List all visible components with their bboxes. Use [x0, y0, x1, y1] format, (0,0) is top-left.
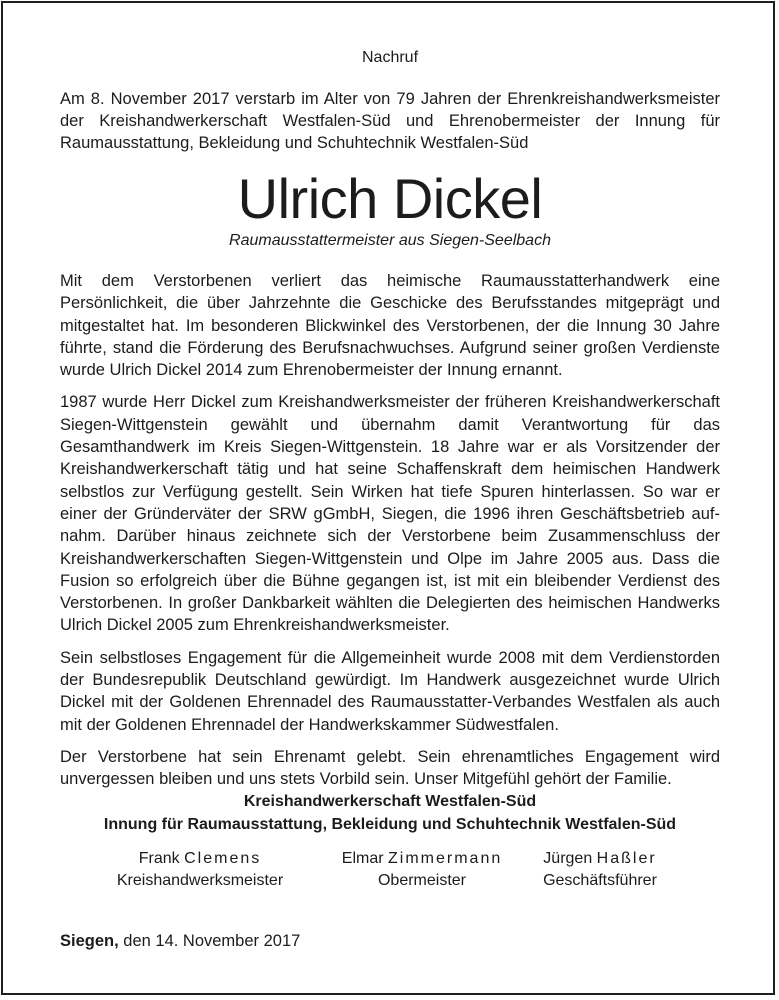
dateline: [60, 930, 720, 952]
notice-heading: Nachruf: [361, 49, 419, 66]
signatory: [525, 848, 675, 892]
organizations: [60, 790, 720, 836]
signatory-first-name: Jürgen: [543, 850, 593, 867]
deceased-profession: Raumausstattermeister aus Siegen-Seelbach: [229, 232, 551, 249]
signatory-name: [312, 848, 532, 870]
signatory-last-name: Haßler: [596, 850, 657, 867]
body-paragraph: 1987 wurde Herr Dickel zum Kreishandwerksmeister der früheren Kreishandwerkerschaft Siegen-Wittgenstein gewählt und übernahm damit Verantwortung für das Gesamthandwerk im Kreis Siegen-Wittgenstein. 18 Jahre war er als Vorsitzender der Kreishandwerkerschaft tätig und hat seine Schaffenskraft dem heimischen Handwerk selbstlos zur Verfügung gestellt. Sein Wirken hat tiefe Spuren hinterlassen. So war er einer der Gründerväter der SRW gGmbH, Siegen, die 1996 ihren Geschäftsbetrieb aufnahm. Darüber hinaus zeichnete sich der Verstorbene beim Zusammenschluss der Kreishandwerkerschaften Siegen-Wittgenstein und Olpe im Jahre 2005 aus. Dass die Fusion so erfolgreich über die Bühne gegangen ist, ist mit ein bleibender Verdienst des Verstorbenen. In großer Dankbarkeit wählten die Delegierten des heimischen Handwerks Ulrich Dickel 2005 zum Ehrenkreishandwerksmeister.: [60, 393, 720, 635]
notice-body: [60, 270, 720, 801]
signatory-first-name: Frank: [138, 850, 180, 867]
signatory: [312, 848, 532, 892]
organization-name: Kreishandwerkerschaft Westfalen-Süd: [243, 793, 537, 810]
signatories: [60, 848, 720, 898]
body-paragraph: Sein selbstloses Engagement für die Allgemeinheit wurde 2008 mit dem Verdienstorden der Bundesrepublik Deutschland gewürdigt. Im Handwerk ausgezeichnet wurde Ulrich Dickel mit der Goldenen Ehrennadel des Raumausstatter-Verbandes Westfalen als auch mit der Goldenen Ehrennadel der Handwerkskammer Südwestfalen.: [60, 648, 720, 734]
signatory-last-name: Zimmermann: [388, 850, 503, 867]
organization-name: Innung für Raumausstattung, Bekleidung und Schuhtechnik Westfalen-Süd: [103, 816, 677, 833]
signatory-role: Obermeister: [377, 872, 467, 889]
signatory-name: [525, 848, 675, 870]
intro-text: Am 8. November 2017 verstarb im Alter von 79 Jahren der Ehrenkreishandwerksmeister der Kreishandwerkerschaft Westfalen-Süd und Ehrenobermeister der Innung für Raumausstattung, Bekleidung und Schuhtechnik Westfalen-Süd: [60, 90, 720, 152]
signatory-first-name: Elmar: [341, 850, 384, 867]
dateline-place: Siegen,: [60, 932, 119, 950]
body-paragraph: Mit dem Verstorbenen verliert das heimische Raumausstatterhandwerk eine Persönlichkeit, die über Jahrzehnte die Geschicke des Berufsstandes mitgeprägt und mitgestaltet hat. Im besonderen Blickwinkel des Verstorbenen, der die Innung 30 Jahre führte, stand die Förderung des Berufsnachwuchses. Aufgrund seiner großen Verdienste wurde Ulrich Dickel 2014 zum Ehrenobermeister der Innung ernannt.: [60, 272, 720, 380]
signatory-role: Geschäftsführer: [543, 872, 657, 889]
dateline-date: den 14. November 2017: [123, 932, 301, 950]
signatory-last-name: Clemens: [184, 850, 262, 867]
signatory: [90, 848, 310, 892]
body-paragraph: Der Verstorbene hat sein Ehrenamt gelebt. Sein ehrenamtliches Engagement wird unvergessen bleiben und uns stets Vorbild sein. Unser Mitgefühl gehört der Familie.: [60, 747, 720, 789]
signatory-role: Kreishandwerksmeister: [116, 872, 284, 889]
signatory-name: [90, 848, 310, 870]
deceased-name: Ulrich Dickel: [237, 167, 543, 230]
